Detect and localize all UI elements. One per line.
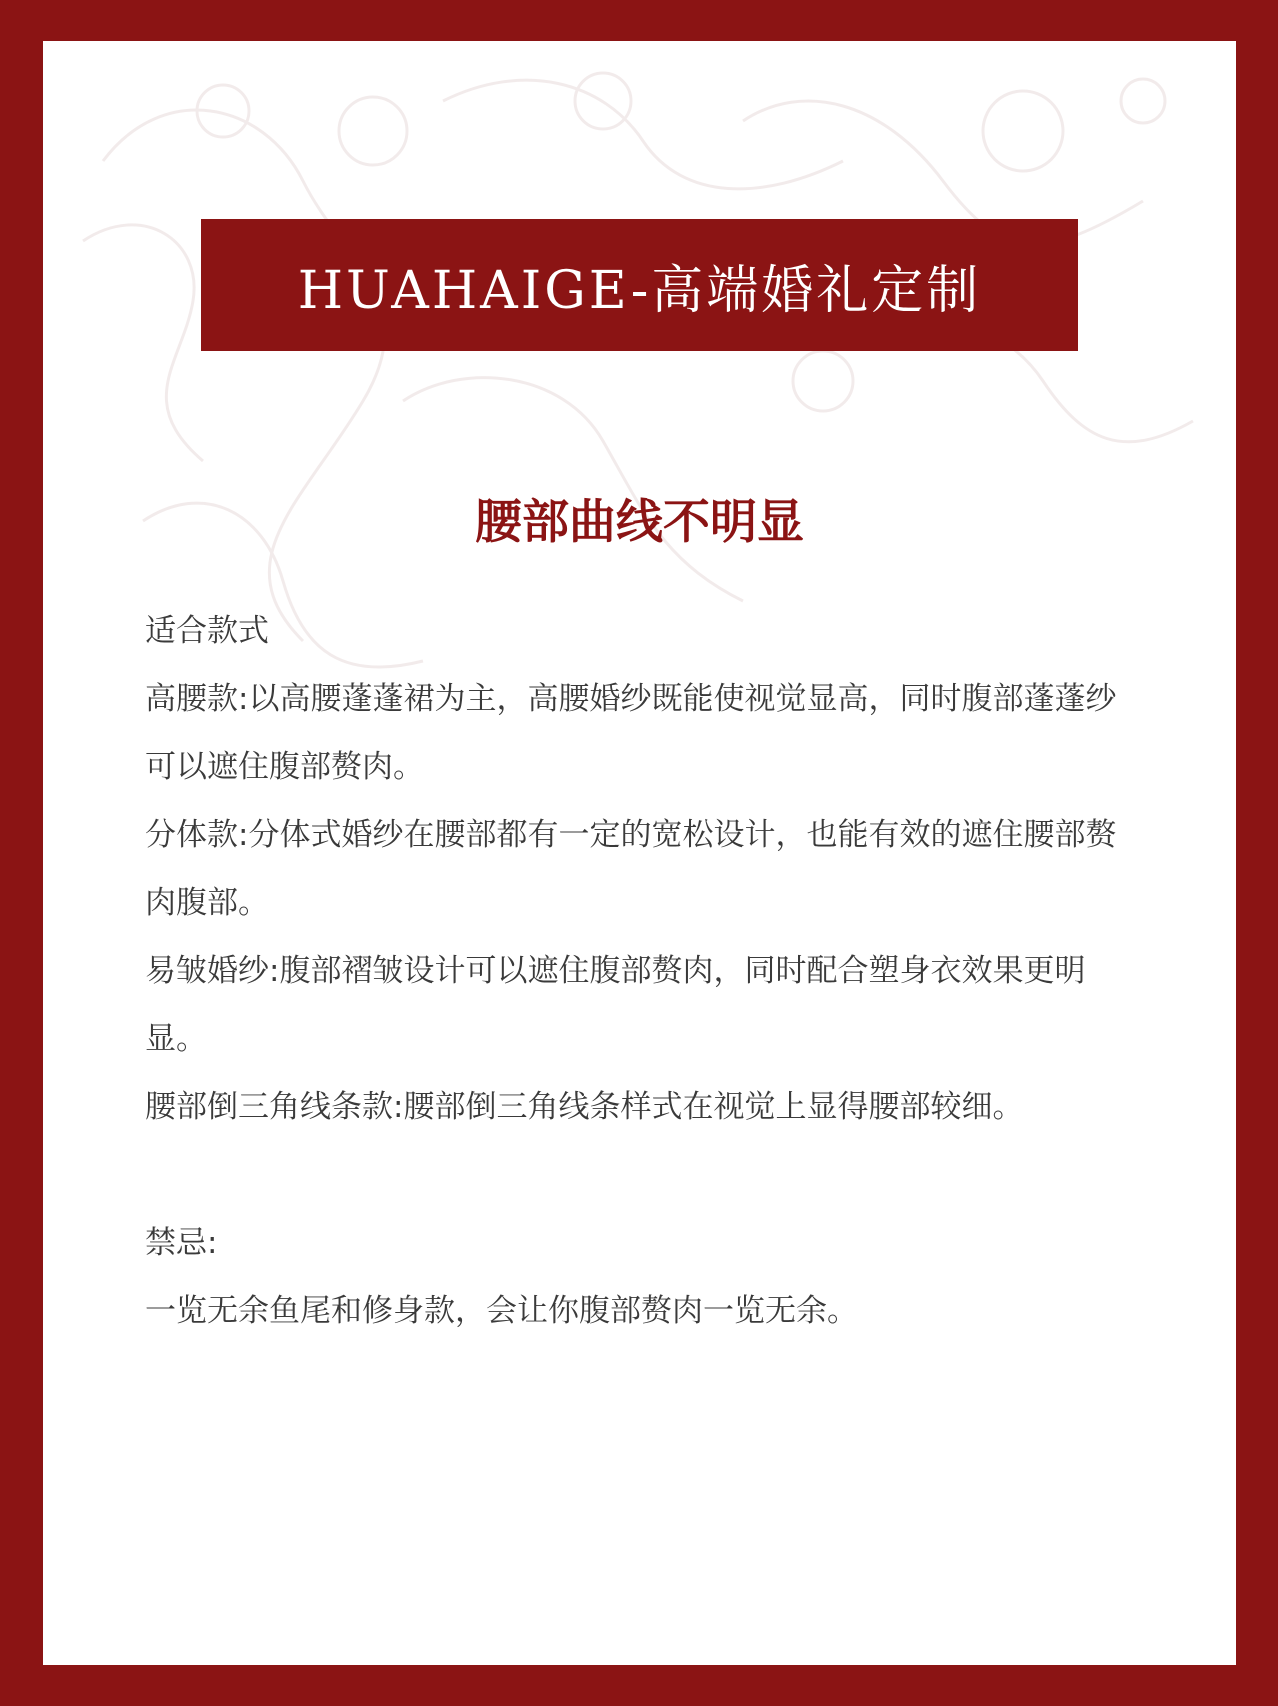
section-spacer (145, 1141, 1145, 1209)
taboo-text: 一览无余鱼尾和修身款，会让你腹部赘肉一览无余。 (145, 1293, 858, 1329)
style-item: 易皱婚纱:腹部褶皱设计可以遮住腹部赘肉，同时配合塑身衣效果更明显。 (145, 953, 1086, 1057)
page-heading: 腰部曲线不明显 (475, 495, 804, 550)
banner-title: HUAHAIGE-高端婚礼定制 (297, 260, 982, 321)
taboo-label: 禁忌: (145, 1225, 218, 1261)
style-item: 高腰款:以高腰蓬蓬裙为主，高腰婚纱既能使视觉显高，同时腹部蓬蓬纱可以遮住腹部赘肉。 (145, 681, 1117, 785)
title-banner (201, 219, 1078, 351)
style-item: 分体款:分体式婚纱在腰部都有一定的宽松设计，也能有效的遮住腰部赘肉腹部。 (145, 817, 1117, 921)
article-body (145, 597, 1145, 1345)
suitable-styles-label: 适合款式 (145, 613, 269, 649)
style-item: 腰部倒三角线条款:腰部倒三角线条样式在视觉上显得腰部较细。 (145, 1089, 1024, 1125)
content-card (43, 41, 1236, 1665)
